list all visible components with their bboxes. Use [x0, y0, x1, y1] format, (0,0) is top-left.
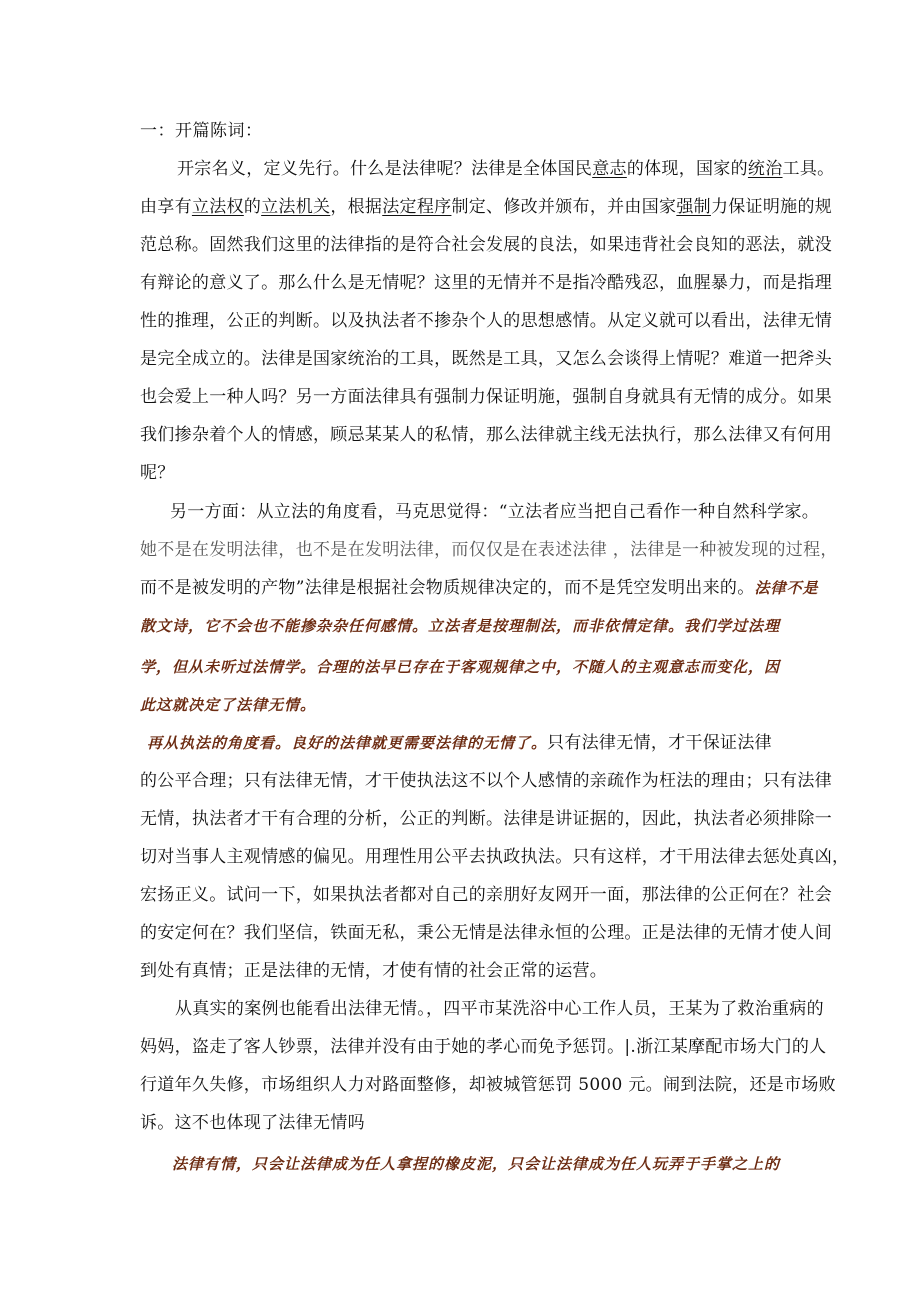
paragraph-2-line-1: 另一方面：从立法的角度看，马克思觉得：“立法者应当把自己看作一种自然科学家。: [170, 502, 820, 522]
paragraph-2-line-4: 散文诗，它不会也不能掺杂杂任何感情。立法者是按理制法，而非依情定律。我们学过法理: [140, 617, 781, 635]
paragraph-3-line-1: [147, 731, 772, 755]
underlined-term: 法定程序: [382, 197, 452, 217]
section-heading: 一：开篇陈词：: [140, 121, 263, 141]
paragraph-2-line-3: [140, 576, 819, 600]
underlined-term: 意志: [592, 159, 627, 179]
paragraph-3-line-4: 切对当事人主观情感的偏见。用理性用公平去执政执法。只有这样，才干用法律去惩处真凶，: [140, 847, 850, 867]
stylized-text: 再从执法的角度看。良好的法律就更需要法律的无情了。: [147, 734, 548, 752]
paragraph-1-line-2: [140, 195, 832, 219]
paragraph-1-line-9: 呢？: [140, 463, 175, 483]
text: 开宗名义，定义先行。什么是法律呢？法律是全体国民: [177, 159, 593, 179]
paragraph-3-line-7: 到处有真情；正是法律的无情，才使有情的社会正常的运营。: [140, 961, 608, 981]
paragraph-3-line-3: 无情，执法者才干有合理的分析，公正的判断。法律是讲证据的，因此，执法者必须排除一: [140, 809, 832, 829]
paragraph-1-line-6: 是完全成立的。法律是国家统治的工具，既然是工具，又怎么会谈得上情呢？难道一把斧头: [140, 349, 832, 369]
text: 制定、修改并颁布，并由国家: [451, 197, 677, 217]
text: ，根据: [330, 197, 383, 217]
text: 的: [243, 197, 262, 217]
paragraph-1-line-7: 也会爱上一种人吗？另一方面法律具有强制力保证明施，强制自身就具有无情的成分。如果: [140, 387, 832, 407]
paragraph-1-line-4: 有辩论的意义了。那么什么是无情呢？这里的无情并不是指冷酷残忍，血腥暴力，而是指理: [140, 273, 832, 293]
text: 只有法律无情，才干保证法律: [547, 733, 772, 753]
paragraph-4-line-1: 从真实的案例也能看出法律无情。，四平市某洗浴中心工作人员，王某为了救治重病的: [175, 999, 824, 1019]
paragraph-2-line-5: 学，但从未听过法情学。合理的法早已存在于客观规律之中，不随人的主观意志而变化，因: [140, 658, 781, 676]
paragraph-4-line-4: 诉。这不也体现了法律无情吗: [140, 1113, 365, 1133]
paragraph-3-line-6: 的安定何在？我们坚信，铁面无私，秉公无情是法律永恒的公理。正是法律的无情才使人间: [140, 923, 832, 943]
underlined-term: 立法权: [191, 197, 244, 217]
paragraph-4-line-3: 行道年久失修，市场组织人力对路面整修，却被城管惩罚 5000 元。闹到法院，还是市场败: [140, 1075, 836, 1095]
paragraph-2-line-2: 她不是在发明法律，也不是在发明法律，而仅仅是在表述法律 ，法律是一种被发现的过程，: [140, 540, 838, 560]
text: 的体现，国家的: [626, 159, 748, 179]
paragraph-2-line-6: 此这就决定了法律无情。: [140, 696, 317, 714]
paragraph-3-line-2: 的公平合理；只有法律无情，才干使执法这不以个人感情的亲疏作为枉法的理由；只有法律: [140, 771, 832, 791]
paragraph-3-line-5: 宏扬正义。试问一下，如果执法者都对自己的亲朋好友网开一面，那法律的公正何在？社会: [140, 885, 832, 905]
stylized-text: 法律不是: [754, 579, 819, 597]
paragraph-1-line-1: [177, 157, 834, 181]
text: 力保证明施的规: [710, 197, 833, 217]
text: 由享有: [140, 197, 192, 217]
paragraph-1-line-8: 我们掺杂着个人的情感，顾忌某某人的私情，那么法律就主线无法执行，那么法律又有何用: [140, 425, 832, 445]
paragraph-1-line-5: 性的推理，公正的判断。以及执法者不掺杂个人的思想感情。从定义就可以看出，法律无情: [140, 311, 832, 331]
underlined-term: 强制: [676, 197, 711, 217]
underlined-term: 立法机关: [261, 197, 331, 217]
text: 工具。: [782, 159, 835, 179]
paragraph-5-line-1: 法律有情，只会让法律成为任人拿捏的橡皮泥，只会让法律成为任人玩弄于手掌之上的: [172, 1155, 781, 1173]
paragraph-1-line-3: 范总称。固然我们这里的法律指的是符合社会发展的良法，如果违背社会良知的恶法，就没: [140, 235, 832, 255]
paragraph-4-line-2: 妈妈，盗走了客人钞票，法律并没有由于她的孝心而免予惩罚。|.浙江某摩配市场大门的人: [140, 1037, 827, 1057]
underlined-term: 统治: [747, 159, 783, 179]
text: 而不是被发明的产物”法律是根据社会物质规律决定的，而不是凭空发明出来的。: [140, 578, 755, 598]
